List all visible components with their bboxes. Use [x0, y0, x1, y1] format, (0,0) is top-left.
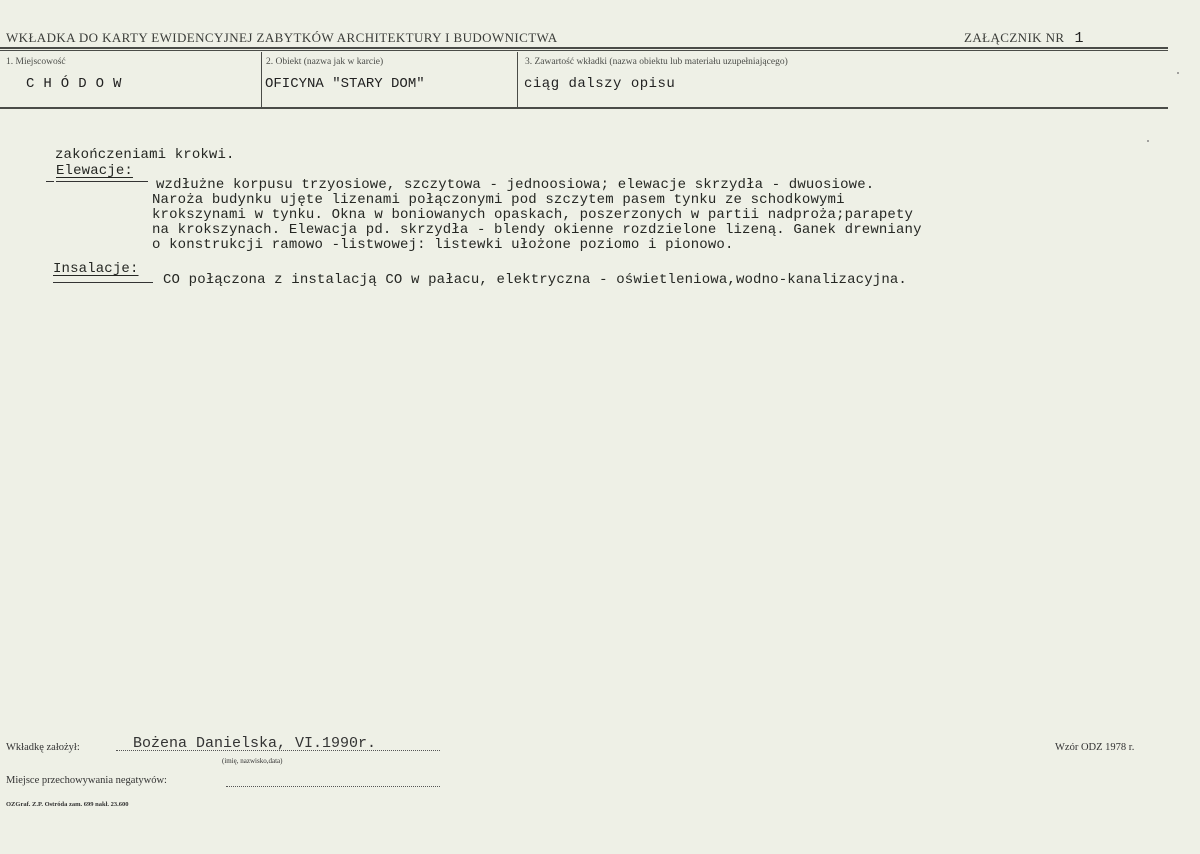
form-title: WKŁADKA DO KARTY EWIDENCYJNEJ ZABYTKÓW ARCHITEKTURY I BUDOWNICTWA: [6, 30, 558, 45]
text-line: na krokszynach. Elewacja pd. skrzydła - blendy okienne rozdzielone lizeną. Ganek drewniany: [152, 222, 922, 238]
created-by-caption: (imię, nazwisko,data): [222, 757, 283, 765]
text-line: o konstrukcji ramowo -listwowej: listewki ułożone poziomo i pionowo.: [152, 237, 734, 253]
paper-speck: [1177, 72, 1179, 74]
object-label: 2. Obiekt (nazwa jak w karcie): [266, 57, 384, 67]
negatives-dotted-line: [226, 786, 440, 787]
content-value: ciąg dalszy opisu: [524, 76, 676, 92]
print-info: OZGraf. Z.P. Ostróda zam. 699 nakł. 23.600: [6, 801, 129, 808]
form-version: Wzór ODZ 1978 r.: [1055, 742, 1135, 753]
created-by-label: Wkładkę założył:: [6, 742, 80, 753]
paper-speck: [1147, 140, 1149, 142]
installations-label: Insalacje:: [53, 261, 139, 277]
object-value: OFICYNA "STARY DOM": [265, 76, 425, 92]
place-label: 1. Miejscowość: [6, 57, 66, 67]
place-value: CHÓDOW: [26, 76, 131, 92]
annex-number: 1: [1074, 30, 1084, 47]
text-line: wzdłużne korpusu trzyosiowe, szczytowa - jednoosiowa; elewacje skrzydła - dwuosiowe.: [156, 177, 875, 193]
negatives-location-label: Miejsce przechowywania negatywów:: [6, 775, 167, 786]
description-body: [0, 0, 1200, 300]
text-line: zakończeniami krokwi.: [55, 147, 235, 163]
text-line: krokszynami w tynku. Okna w boniowanych opaskach, poszerzonych w partii nadproża;parapety: [152, 207, 914, 223]
created-by-value: Bożena Danielska, VI.1990r.: [133, 735, 377, 752]
label-dash: [53, 282, 153, 283]
label-dash: [46, 181, 54, 182]
elevations-label: Elewacje:: [56, 163, 133, 179]
text-line: CO połączona z instalacją CO w pałacu, elektryczna - oświetleniowa,wodno-kanalizacyjna.: [163, 272, 907, 288]
content-label: 3. Zawartość wkładki (nazwa obiektu lub materiału uzupełniającego): [525, 57, 788, 67]
annex-label: ZAŁĄCZNIK NR: [964, 30, 1065, 45]
text-line: Naroża budynku ujęte lizenami połączonymi pod szczytem pasem tynku ze schodkowymi: [152, 192, 845, 208]
label-dash: [56, 181, 148, 182]
